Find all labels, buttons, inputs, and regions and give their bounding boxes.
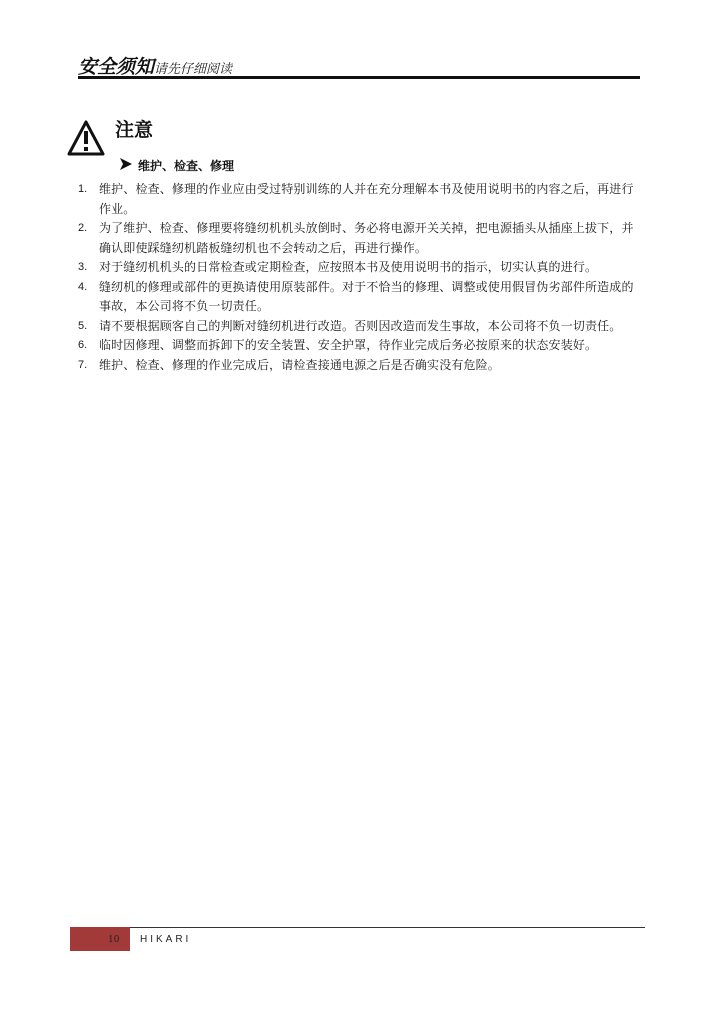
list-item <box>78 336 644 356</box>
footer-accent-block <box>70 927 130 951</box>
list-item <box>78 219 644 258</box>
list-item <box>78 278 644 317</box>
maintenance-list <box>78 180 644 375</box>
footer-rule <box>70 927 645 928</box>
list-item-text: 请不要根据顾客自己的判断对缝纫机进行改造。否则因改造而发生事故，本公司将不负一切责任。 <box>99 318 622 333</box>
header-subtitle: 请先仔细阅读 <box>154 62 233 77</box>
list-item <box>78 356 644 376</box>
list-item-number: 6. <box>78 339 88 351</box>
list-item-number: 2. <box>78 222 88 234</box>
page-header <box>78 50 640 79</box>
list-item <box>78 317 644 337</box>
footer-brand: HIKARI <box>140 934 192 945</box>
list-item-number: 3. <box>78 261 88 273</box>
list-item-text: 对于缝纫机机头的日常检查或定期检查，应按照本书及使用说明书的指示，切实认真的进行。 <box>99 260 598 274</box>
list-item-text: 缝纫机的修理或部件的更换请使用原装部件。对于不恰当的修理、调整或使用假冒伪劣部件所造成的事故，本公司将不负一切责任。 <box>99 279 634 313</box>
arrowhead-bullet-icon <box>119 157 133 171</box>
list-item-text: 临时因修理、调整而拆卸下的安全装置、安全护罩，待作业完成后务必按原来的状态安装好。 <box>99 338 598 352</box>
list-item-number: 7. <box>78 358 88 371</box>
notice-title: 注意 <box>115 119 154 141</box>
list-item-text: 为了维护、检查、修理要将缝纫机机头放倒时、务必将电源开关关掉，把电源插头从插座上拔下，并确认即使踩缝纫机踏板缝纫机也不会转动之后，再进行操作。 <box>99 221 634 255</box>
list-item-number: 5. <box>78 319 88 332</box>
warning-triangle-icon <box>67 120 105 156</box>
page-number: 10 <box>108 935 120 945</box>
list-item-text: 维护、检查、修理的作业完成后，请检查接通电源之后是否确实没有危险。 <box>99 357 500 372</box>
header-title <box>78 52 232 79</box>
list-item-text: 维护、检查、修理的作业应由受过特别训练的人并在充分理解本书及使用说明书的内容之后，再进行作业。 <box>99 182 634 216</box>
header-title-text: 安全须知 <box>78 56 155 78</box>
list-item-number: 4. <box>78 280 88 293</box>
list-item <box>78 258 644 278</box>
list-item-number: 1. <box>78 183 88 195</box>
list-item <box>78 180 644 219</box>
section-title: 维护、检查、修理 <box>138 159 235 173</box>
section-heading <box>119 155 234 174</box>
